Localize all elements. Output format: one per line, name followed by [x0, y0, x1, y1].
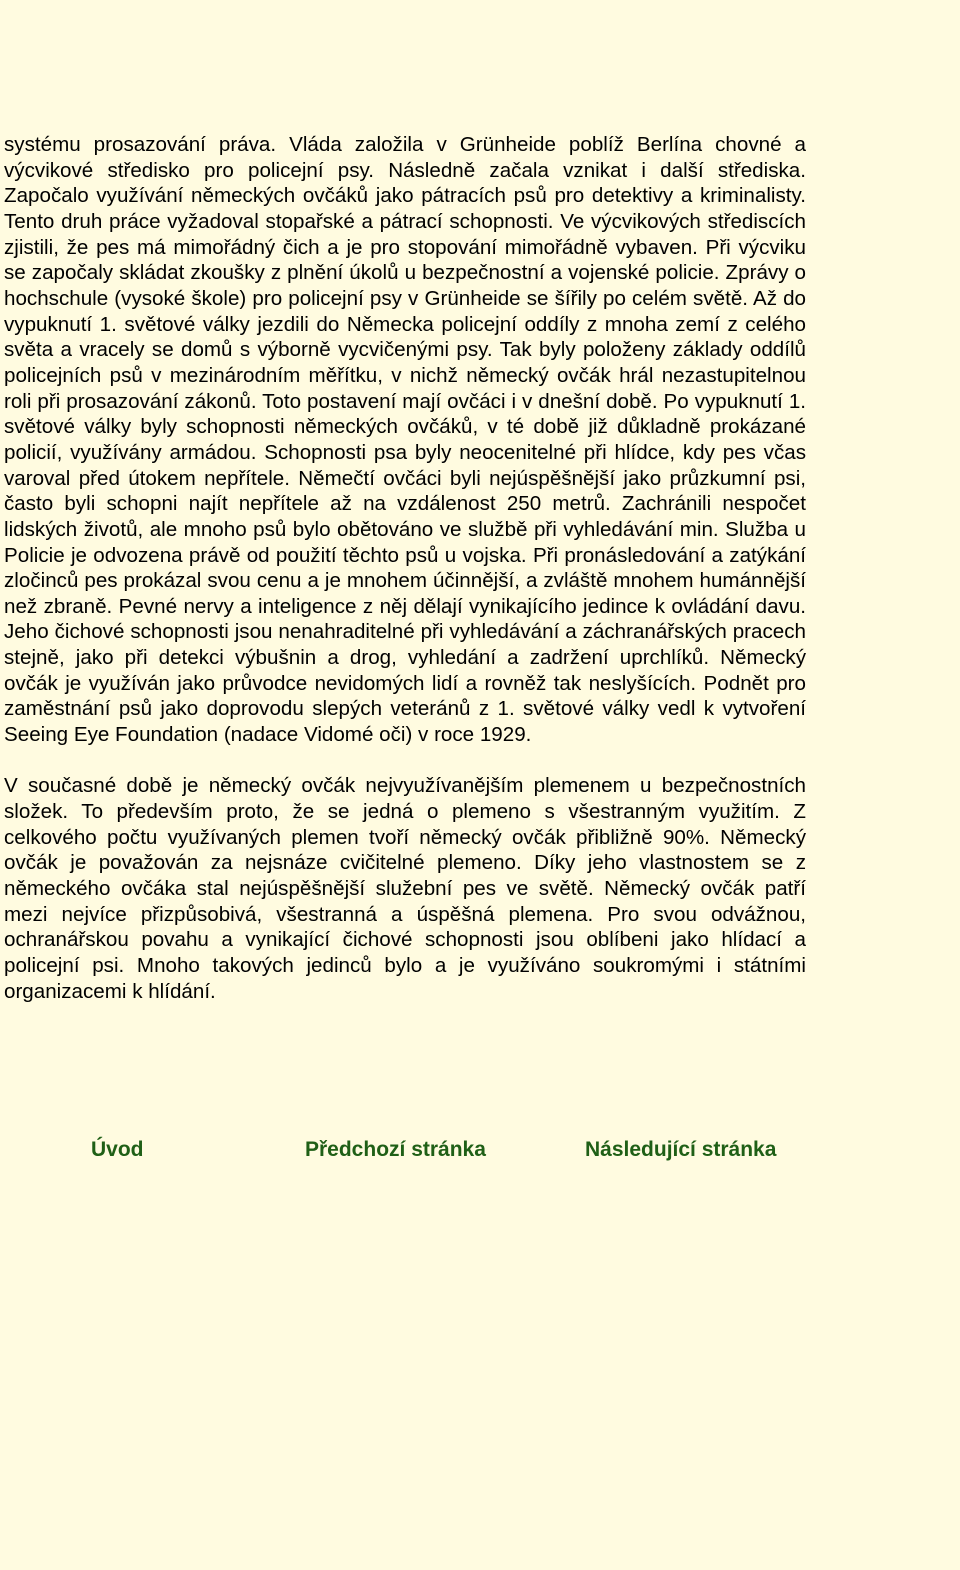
next-page-link[interactable]: Následující stránka: [585, 1138, 777, 1161]
article-paragraph: systému prosazování práva. Vláda založila v Grünheide poblíž Berlína chovné a výcvikové středisko pro policejní psy. Následně začala vznikat i další střediska. Započalo využívání německých ovčáků jako pátracích psů pro detektivy a kriminalisty. Tento druh práce vyžadoval stopařské a pátrací schopnosti. Ve výcvikových střediscích zjistili, že pes má mimořádný čich a je pro stopování mimořádně vybaven. Při výcviku se započaly skládat zkoušky z plnění úkolů u bezpečnostní a vojenské policie. Zprávy o hochschule (vysoké škole) pro policejní psy v Grünheide se šířily po celém světě. Až do vypuknutí 1. světové války jezdili do Německa policejní oddíly z mnoha zemí z celého světa a vracely se domů s výborně vycvičenými psy. Tak byly položeny základy oddílů policejních psů v mezinárodním měřítku, v nichž německý ovčák hrál nezastupitelnou roli při prosazování zákonů. Toto postavení mají ovčáci i v dnešní době. Po vypuknutí 1. světové války byly schopnosti německých ovčáků, v té době již důkladně prokázané policií, využívány armádou. Schopnosti psa byly neocenitelné při hlídce, kdy pes včas varoval před útokem nepřítele. Němečtí ovčáci byli nejúspěšnější jako průzkumní psi, často byli schopni najít nepřítele až na vzdálenost 250 metrů. Zachránili nespočet lidských životů, ale mnoho psů bylo obětováno ve službě při vyhledávání min. Služba u Policie je odvozena právě od použití těchto psů u vojska. Při pronásledování a zatýkání zločinců pes prokázal svou cenu a je mnohem účinnější, a zvláště mnohem humánnější než zbraně. Pevné nervy a inteligence z něj dělají vynikajícího jedince k ovládání davu. Jeho čichové schopnosti jsou nenahraditelné při vyhledávání a záchranářských pracech stejně, jako při detekci výbušnin a drog, vyhledání a zadržení uprchlíků. Německý ovčák je využíván jako průvodce nevidomých lidí a rovněž tak neslyšících. Podnět pro zaměstnání psů jako doprovodu slepých veteránů z 1. světové války vedl k vytvoření Seeing Eye Foundation (nadace Vidomé oči) v roce 1929.: [4, 133, 806, 747]
intro-link[interactable]: Úvod: [91, 1138, 144, 1161]
article-body: [4, 132, 806, 1004]
article-paragraph: V současné době je německý ovčák nejvyužívanějším plemenem u bezpečnostních složek. To především proto, že se jedná o plemeno s všestranným využitím. Z celkového počtu využívaných plemen tvoří německý ovčák přibližně 90%. Německý ovčák je považován za nejsnáze cvičitelné plemeno. Díky jeho vlastnostem se z německého ovčáka stal nejúspěšnější služební pes ve světě. Německý ovčák patří mezi nejvíce přizpůsobivá, všestranná a úspěšná plemena. Pro svou odvážnou, ochranářskou povahu a vynikající čichové schopnosti jsou oblíbeni jako hlídací a policejní psi. Mnoho takových jedinců bylo a je využíváno soukromými i státními organizacemi k hlídání.: [4, 774, 806, 1003]
page-navigation: [0, 1138, 960, 1166]
previous-page-link[interactable]: Předchozí stránka: [305, 1138, 486, 1161]
